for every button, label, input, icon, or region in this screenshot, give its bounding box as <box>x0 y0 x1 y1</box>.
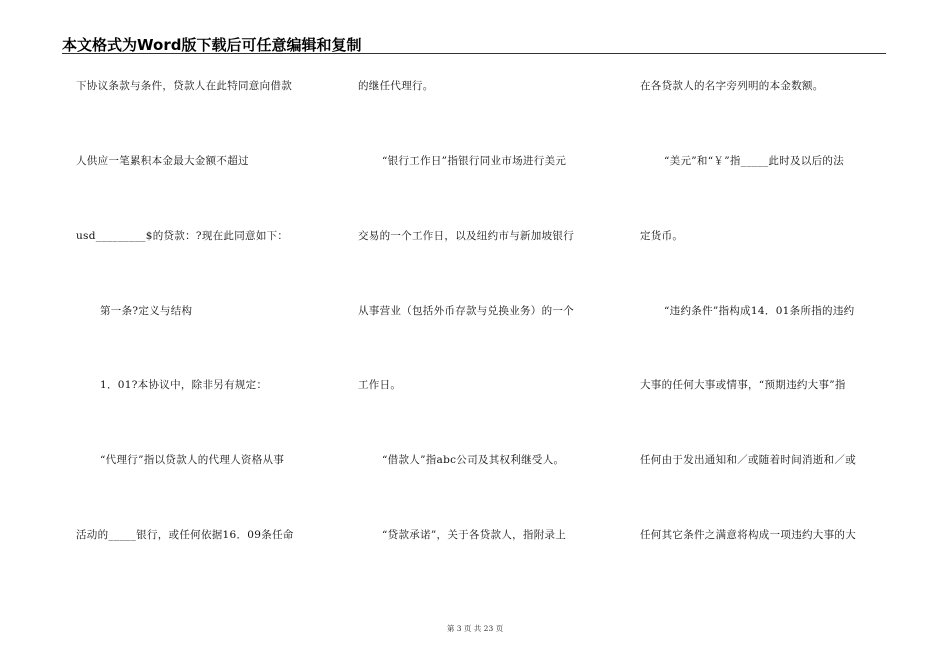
text-line: usd_________$的贷款：?现在此同意如下： <box>76 230 289 242</box>
text-line: “代理行”指以贷款人的代理人资格从事 <box>100 454 285 466</box>
document-header-title: 本文格式为Word版下载后可任意编辑和复制 <box>62 36 362 54</box>
text-line: “借款人”指abc公司及其权利继受人。 <box>382 454 565 466</box>
text-column-3 <box>640 0 890 672</box>
text-line: 在各贷款人的名字旁列明的本金数额。 <box>640 80 824 92</box>
text-line: 定货币。 <box>640 230 684 242</box>
section-heading: 第一条?定义与结构 <box>100 305 193 317</box>
text-line: 任何其它条件之满意将构成一项违约大事的大 <box>640 529 856 541</box>
text-line: 的继任代理行。 <box>358 80 434 92</box>
text-line: 交易的一个工作日，以及纽约市与新加坡银行 <box>358 230 574 242</box>
text-line: 工作日。 <box>358 379 402 391</box>
text-column-1 <box>76 0 326 672</box>
page-number-footer: 第 3 页 共 23 页 <box>446 624 504 633</box>
text-line: 下协议条款与条件，贷款人在此特同意向借款 <box>76 80 292 92</box>
text-line: “美元”和“￥”指_____此时及以后的法 <box>664 155 845 167</box>
text-line: 活动的_____银行，或任何依据16．09条任命 <box>76 529 294 541</box>
text-line: 任何由于发出通知和／或随着时间消逝和／或 <box>640 454 856 466</box>
text-line: 人供应一笔累积本金最大金额不超过 <box>76 155 249 167</box>
text-line: “银行工作日”指银行同业市场进行美元 <box>382 155 567 167</box>
text-line: “违约条件”指构成14．01条所指的违约 <box>664 305 855 317</box>
text-line: “贷款承诺”，关于各贷款人，指附录上 <box>382 529 567 541</box>
text-column-2 <box>358 0 608 672</box>
text-line: 1．01?本协议中，除非另有规定： <box>100 379 268 391</box>
text-line: 从事营业（包括外币存款与兑换业务）的一个 <box>358 305 574 317</box>
text-line: 大事的任何大事或情事，“预期违约大事”指 <box>640 379 846 391</box>
